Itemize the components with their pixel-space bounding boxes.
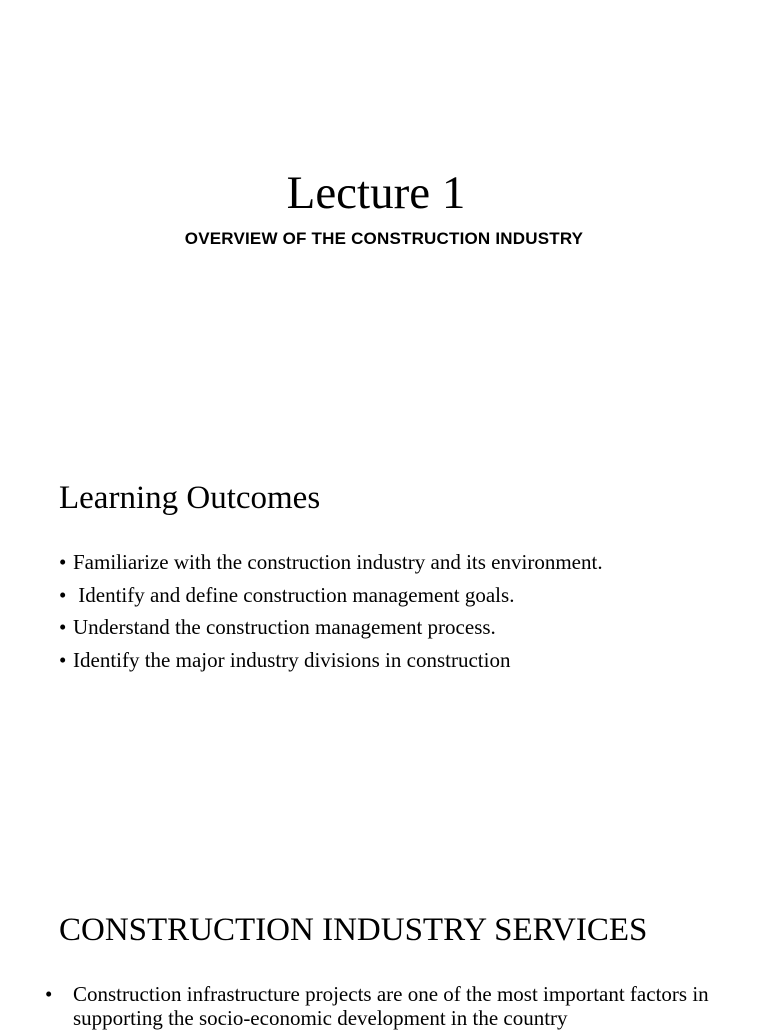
industry-services-heading: CONSTRUCTION INDUSTRY SERVICES xyxy=(59,912,648,948)
list-item-text: Understand the construction management process. xyxy=(73,615,496,639)
title-slide xyxy=(0,0,768,432)
learning-outcomes-list xyxy=(59,549,748,679)
industry-services-slide xyxy=(0,864,768,1030)
list-item xyxy=(59,614,748,647)
list-item xyxy=(59,647,748,680)
list-item-text: Construction infrastructure projects are one of the most important factors in supporting the socio-economic development in the country xyxy=(73,982,709,1030)
bullet-icon: • xyxy=(59,582,67,607)
learning-outcomes-heading: Learning Outcomes xyxy=(59,480,321,516)
list-item-text: Identify and define construction management goals. xyxy=(73,582,515,607)
bullet-icon: • xyxy=(59,615,67,639)
lecture-subtitle: OVERVIEW OF THE CONSTRUCTION INDUSTRY xyxy=(184,229,584,248)
bullet-icon: • xyxy=(45,982,53,1006)
list-item-text: Identify the major industry divisions in construction xyxy=(73,647,511,672)
list-item xyxy=(59,549,748,582)
industry-services-list xyxy=(45,982,748,1030)
list-item xyxy=(45,982,748,1030)
list-item-text: Familiarize with the construction industry and its environment. xyxy=(73,550,603,574)
bullet-icon: • xyxy=(59,647,67,672)
learning-outcomes-slide xyxy=(0,432,768,864)
list-item xyxy=(59,582,748,615)
bullet-icon: • xyxy=(59,550,67,574)
lecture-title: Lecture 1 xyxy=(286,167,466,219)
